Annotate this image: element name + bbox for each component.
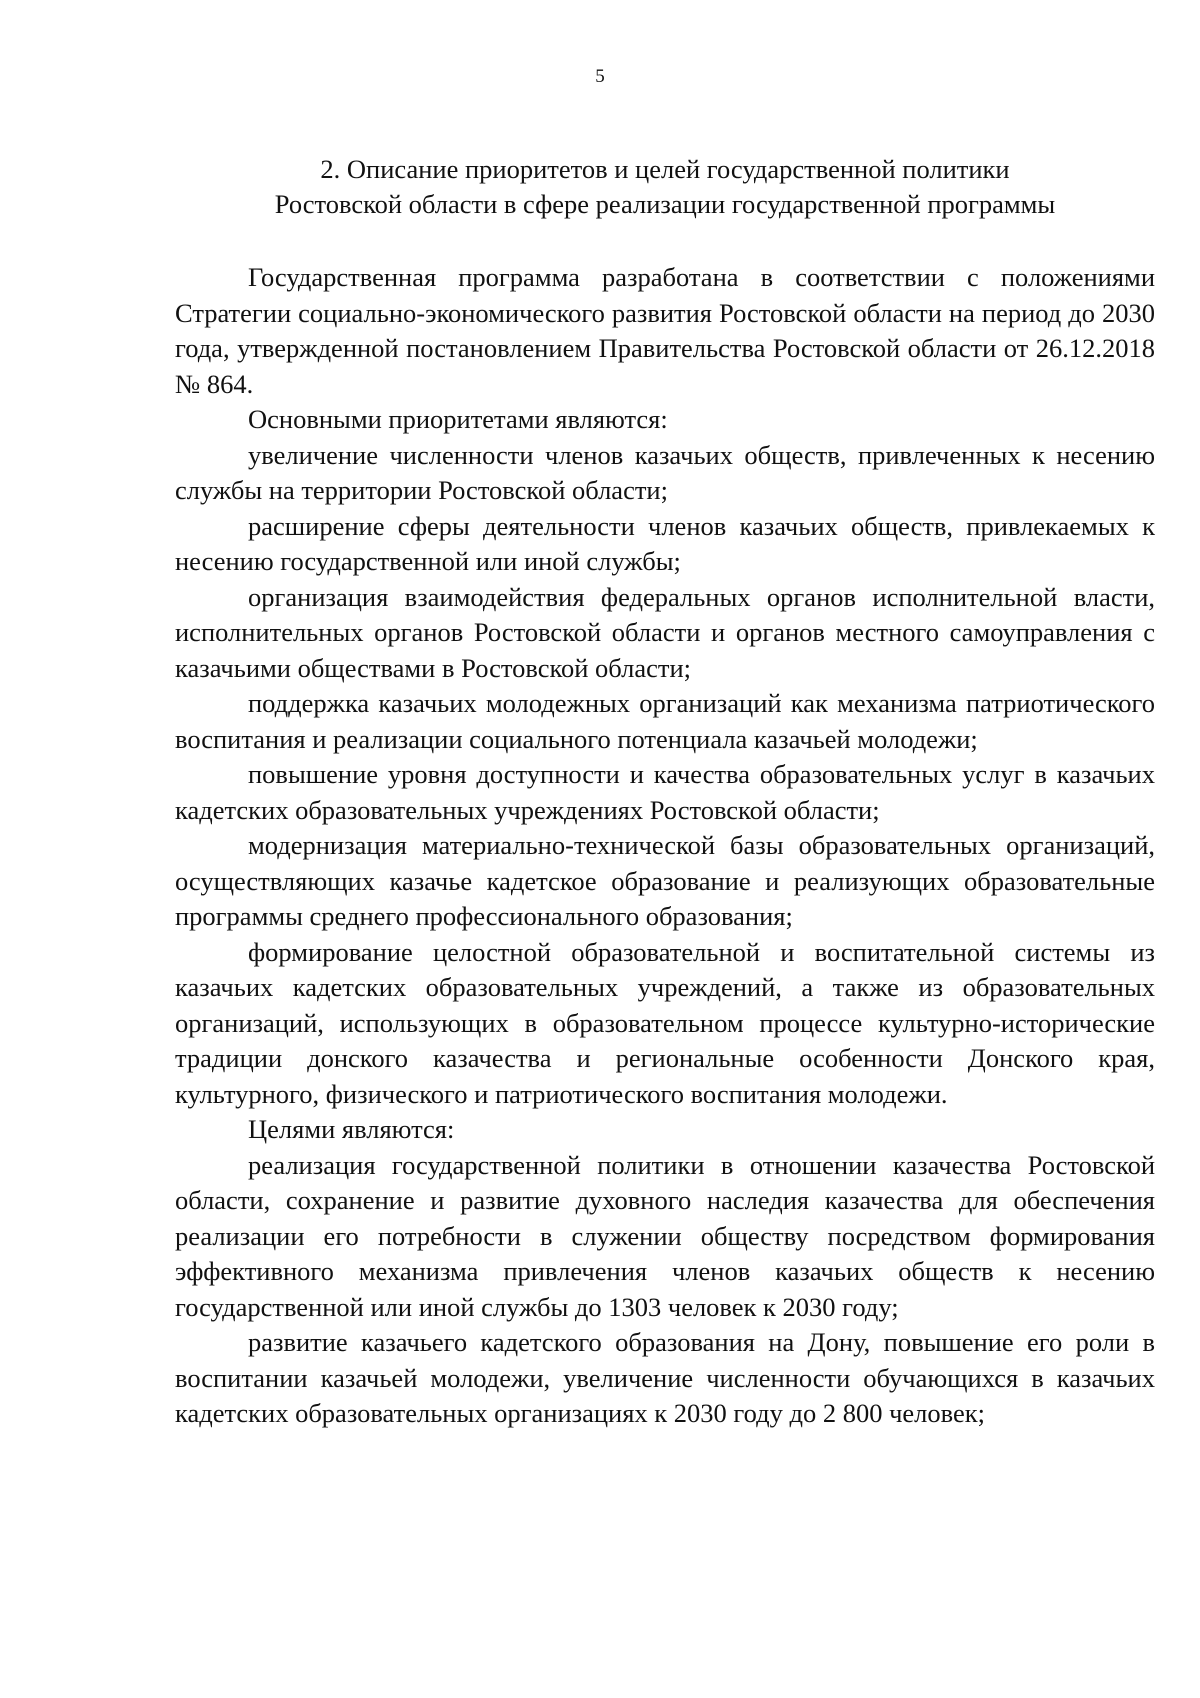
paragraph-goal-1: реализация государственной политики в отношении казачества Ростовской области, сохранение и развитие духовного наследия казачества для обеспечения реализации его потребности в служении обществу посредством формирования эффективного механизма привлечения членов казачьих обществ к несению государственной или иной службы до 1303 человек к 2030 году; (175, 1149, 1155, 1322)
paragraph-priority-1: увеличение численности членов казачьих обществ, привлеченных к несению службы на территории Ростовской области; (175, 439, 1155, 505)
paragraph-priority-4: поддержка казачьих молодежных организаций как механизма патриотического воспитания и реализации социального потенциала казачьей молодежи; (175, 688, 1155, 754)
paragraph-intro: Государственная программа разработана в соответствии с положениями Стратегии социально-экономического развития Ростовской области на период до 2030 года, утвержденной постановлением Правительства Ростовской области от 26.12.2018 № 864. (175, 262, 1155, 399)
section-heading-line-2: Ростовской области в сфере реализации государственной программы (274, 189, 1056, 219)
section-heading-line-1: 2. Описание приоритетов и целей государственной политики (320, 154, 1010, 184)
section-heading (175, 152, 1155, 222)
paragraph-priorities-heading: Основными приоритетами являются: (248, 404, 668, 434)
paragraph-priority-3: организация взаимодействия федеральных органов исполнительной власти, исполнительных органов Ростовской области и органов местного самоуправления с казачьими обществами в Ростовской области; (175, 581, 1155, 683)
paragraph-priority-5: повышение уровня доступности и качества образовательных услуг в казачьих кадетских образовательных учреждениях Ростовской области; (175, 759, 1155, 825)
body-text (175, 260, 1155, 1432)
paragraph-priority-2: расширение сферы деятельности членов казачьих обществ, привлекаемых к несению государственной или иной службы; (175, 510, 1155, 576)
paragraph-goals-heading: Целями являются: (248, 1114, 455, 1144)
paragraph-priority-6: модернизация материально-технической базы образовательных организаций, осуществляющих казачье кадетское образование и реализующих образовательные программы среднего профессионального образования; (175, 830, 1155, 931)
page-number: 5 (595, 66, 605, 87)
paragraph-goal-2: развитие казачьего кадетского образования на Дону, повышение его роли в воспитании казачьей молодежи, увеличение численности обучающихся в казачьих кадетских образовательных организациях к 2030 году до 2 800 человек; (175, 1327, 1155, 1428)
paragraph-priority-7: формирование целостной образовательной и воспитательной системы из казачьих кадетских образовательных учреждений, а также из образовательных организаций, использующих в образовательном процессе культурно-исторические традиции донского казачества и региональные особенности Донского края, культурного, физического и патриотического воспитания молодежи. (175, 936, 1155, 1109)
